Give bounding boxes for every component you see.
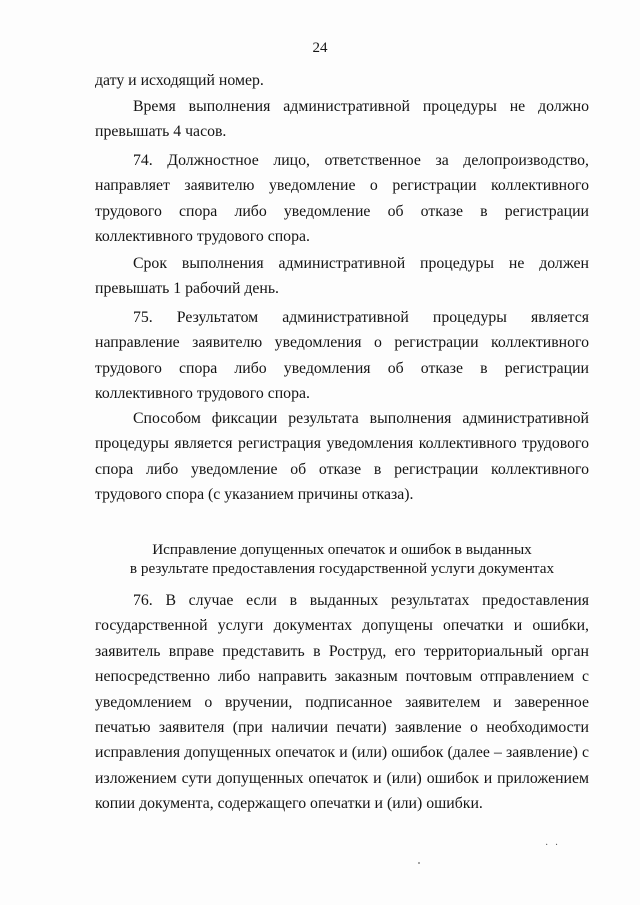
scan-speck [418,862,420,864]
page-number: 24 [312,40,328,56]
paragraph-76: 76. В случае если в выданных результатах предоставления государственной услуги документах допущены опечатки и ошибки, заявитель вправе представить в Роструд, его территориальный орган непосредственно либо направить заказным почтовым отправлением с уведомлением о вручении, подписанное заявителем и заверенное печатью заявителя (при наличии печати) заявление о необходимости исправления допущенных опечаток и (или) ошибок (далее – заявление) с изложением сути допущенных опечаток и (или) ошибок и приложением копии документа, содержащего опечатки и (или) ошибки. [95,592,589,813]
paragraph-continuation: дату и исходящий номер. [95,72,264,89]
paragraph-74: 74. Должностное лицо, ответственное за делопроизводство, направляет заявителю уведомление о регистрации коллективного трудового спора либо уведомление об отказе в регистрации коллективного трудового спора. [95,152,589,246]
margin-marks: · · [545,840,561,851]
paragraph-time-limit-day: Срок выполнения административной процедуры не должен превышать 1 рабочий день. [95,255,589,298]
paragraph-fixation-method: Способом фиксации результата выполнения административной процедуры является регистрация уведомления коллективного трудового спора либо уведомление об отказе в регистрации коллективного трудового спора (с указанием причины отказа). [95,410,589,504]
section-heading [95,540,589,578]
section-heading-line1: Исправление допущенных опечаток и ошибок в выданных [152,541,532,558]
paragraph-75: 75. Результатом административной процедуры является направление заявителю уведомления о регистрации коллективного трудового спора либо уведомления об отказе в регистрации коллективного трудового спора. [95,309,589,403]
section-heading-line2: в результате предоставления государственной услуги документах [129,560,555,577]
paragraph-time-limit-hours: Время выполнения административной процедуры не должно превышать 4 часов. [95,98,589,141]
